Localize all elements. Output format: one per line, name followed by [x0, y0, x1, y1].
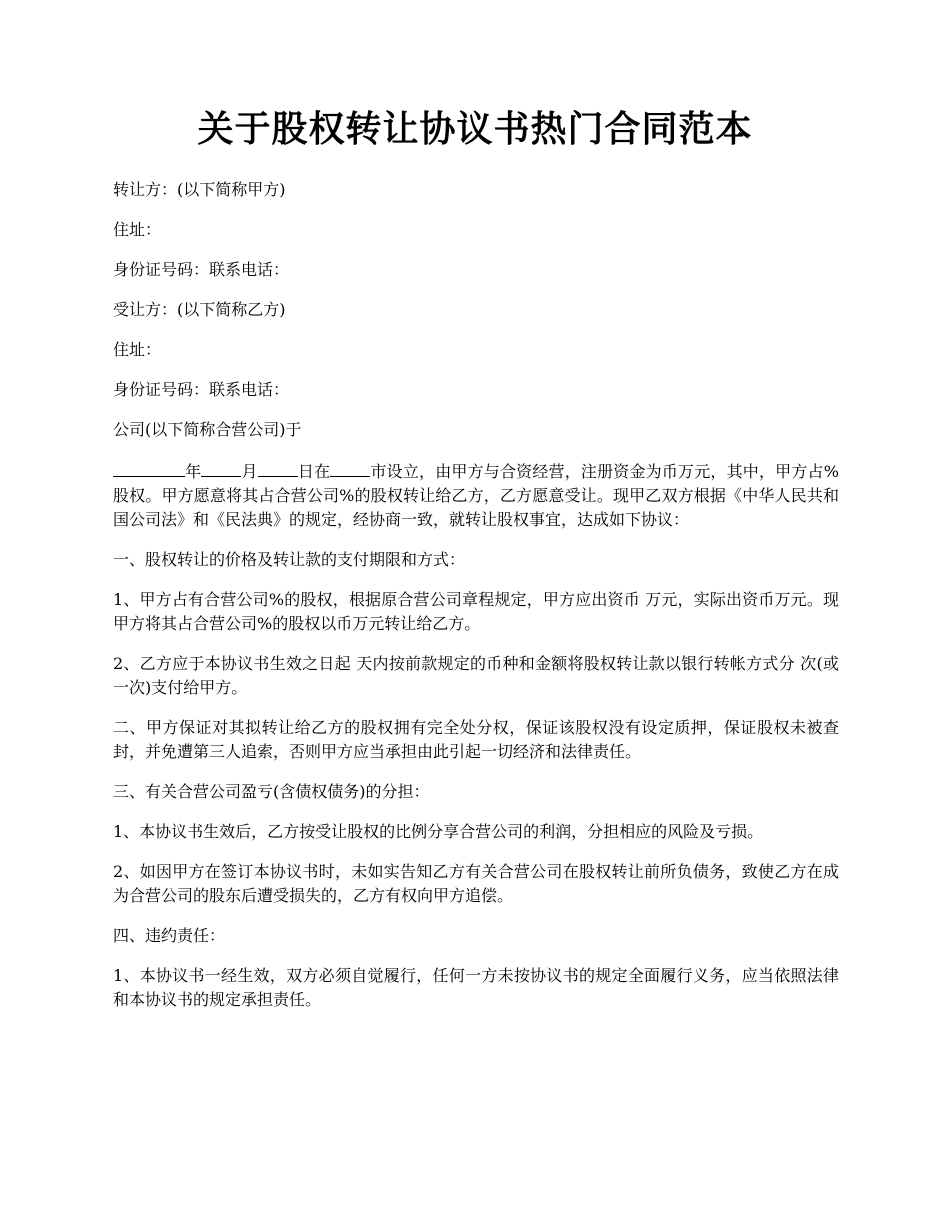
day-blank: [258, 458, 298, 477]
transferee-id-phone-line: 身份证号码：联系电话：: [113, 380, 290, 399]
day-label: 日在: [297, 462, 331, 481]
section-3-item-2: 2、如因甲方在签订本协议书时，未如实告知乙方有关合营公司在股权转让前所负债务，致使乙方在成为合营公司的股东后遭受损失的，乙方有权向甲方追偿。: [113, 862, 839, 905]
section-3-item-1: 1、本协议书生效后，乙方按受让股权的比例分享合营公司的利润，分担相应的风险及亏损。: [113, 822, 764, 841]
transferee-address-line: 住址：: [113, 340, 162, 359]
month-blank: [201, 458, 241, 477]
transferor-address-line: 住址：: [113, 220, 162, 239]
transferor-line: 转让方：(以下简称甲方): [113, 180, 286, 199]
year-label: 年: [185, 462, 202, 481]
section-1-title: 一、股权转让的价格及转让款的支付期限和方式：: [113, 550, 466, 569]
year-blank: [113, 458, 185, 477]
transferee-line: 受让方：(以下简称乙方): [113, 300, 286, 319]
section-2: 二、甲方保证对其拟转让给乙方的股权拥有完全处分权，保证该股权没有设定质押，保证股权未被查封，并免遭第三人追索，否则甲方应当承担由此引起一切经济和法律责任。: [113, 718, 839, 761]
section-4-item-1: 1、本协议书一经生效，双方必须自觉履行，任何一方未按协议书的规定全面履行义务，应当依照法律和本协议书的规定承担责任。: [113, 966, 839, 1009]
section-3-title: 三、有关合营公司盈亏(含债权债务)的分担：: [113, 782, 430, 801]
section-1-item-2: 2、乙方应于本协议书生效之日起 天内按前款规定的币种和金额将股权转让款以银行转帐方式分 次(或一次)支付给甲方。: [113, 654, 839, 697]
section-4-title: 四、违约责任：: [113, 926, 226, 945]
city-blank: [330, 458, 370, 477]
establishment-text: 市设立，由甲方与合资经营，注册资金为币万元，其中，甲方占%股权。甲方愿意将其占合营公司%的股权转让给乙方，乙方愿意受让。现甲乙双方根据《中华人民共和国公司法》和《民法典》的规定，经协商一致，就转让股权事宜，达成如下协议：: [113, 462, 839, 529]
document-body: [113, 178, 839, 1028]
month-label: 月: [241, 462, 258, 481]
transferor-id-phone-line: 身份证号码：联系电话：: [113, 260, 290, 279]
section-1-item-1: 1、甲方占有合营公司%的股权，根据原合营公司章程规定，甲方应出资币 万元，实际出资币万元。现甲方将其占合营公司%的股权以币万元转让给乙方。: [113, 590, 839, 633]
company-line: 公司(以下简称合营公司)于: [113, 420, 302, 439]
establishment-paragraph: [113, 458, 839, 532]
document-title: 关于股权转让协议书热门合同范本: [197, 108, 753, 150]
